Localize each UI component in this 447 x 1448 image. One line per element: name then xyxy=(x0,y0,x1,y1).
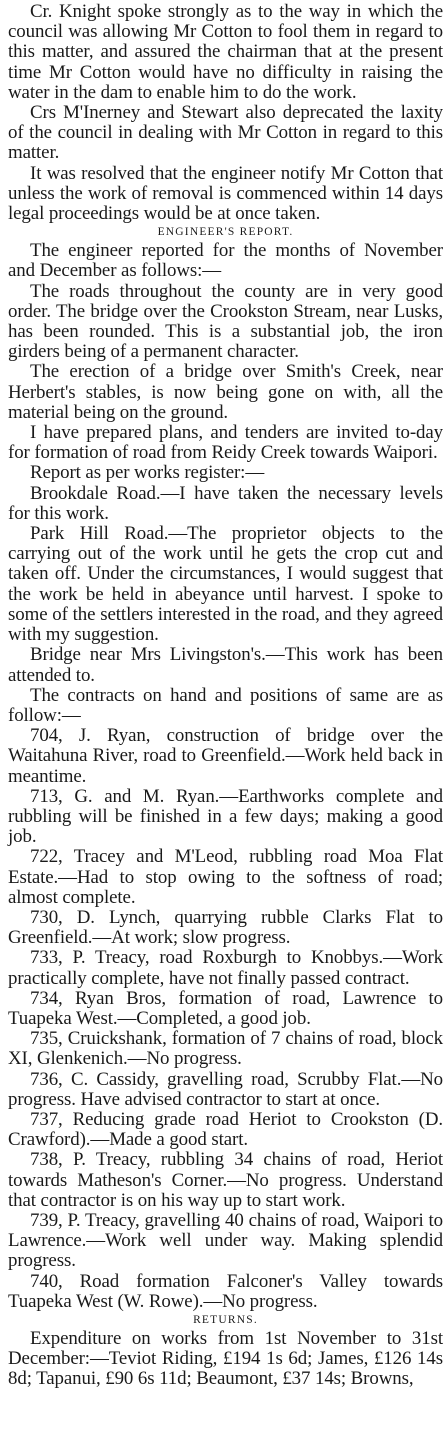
contract-739: 739, P. Treacy, gravelling 40 chains of road, Waipori to Lawrence.—Work well under way. Making splendid progress. xyxy=(8,1209,443,1272)
heading-engineers-report: ENGINEER'S REPORT. xyxy=(157,226,294,239)
paragraph-crs-minerney: Crs M'Inerney and Stewart also deprecated the laxity of the council in dealing with Mr Cotton in regard to this matter. xyxy=(8,102,443,164)
paragraph-contracts-intro: The contracts on hand and positions of same are as follow:— xyxy=(8,684,443,726)
contract-735: 735, Cruickshank, formation of 7 chains of road, block XI, Glenkenich.—No progress. xyxy=(8,1028,443,1070)
paragraph-smiths-creek: The erection of a bridge over Smith's Creek, near Herbert's stables, is now being gone on with, all the material being on the ground. xyxy=(8,361,443,423)
contract-737: 737, Reducing grade road Heriot to Crookston (D. Crawford).—Made a good start. xyxy=(8,1108,443,1151)
paragraph-park-hill: Park Hill Road.—The proprietor objects to the carrying out of the work until he gets the crop cut and taken off. Under the circumstances, I would suggest that the work be held in abeyance until harvest. I spoke to some of the settlers interested in the road, and they agreed with my suggestion. xyxy=(8,523,443,646)
paragraph-knight: Cr. Knight spoke strongly as to the way in which the council was allowing Mr Cotton to fool them in regard to this matter, and assured the chairman that at the present time Mr Cotton would have no difficulty in raising the water in the dam to enable him to do the work. xyxy=(8,1,443,103)
paragraph-works-register: Report as per works register:— xyxy=(30,462,265,484)
contract-713: 713, G. and M. Ryan.—Earthworks complete and rubbling will be finished in a few days; making a good job. xyxy=(8,785,443,848)
paragraph-roads: The roads throughout the county are in very good order. The bridge over the Crookston Stream, near Lusks, has been rounded. This is a substantial job, the iron girders being of a permanent character. xyxy=(8,280,443,363)
contract-740: 740, Road formation Falconer's Valley towards Tuapeka West (W. Rowe).—No progress. xyxy=(8,1270,443,1312)
paragraph-engineer-intro: The engineer reported for the months of November and December as follows:— xyxy=(8,240,443,282)
paragraph-livingston: Bridge near Mrs Livingston's.—This work has been attended to. xyxy=(8,644,443,686)
contract-704: 704, J. Ryan, construction of bridge over the Waitahuna River, road to Greenfield.—Work held back in meantime. xyxy=(8,725,443,787)
heading-returns: RETURNS. xyxy=(193,1314,258,1326)
paragraph-plans: I have prepared plans, and tenders are invited to-day for formation of road from Reidy Creek towards Waipori. xyxy=(8,422,443,464)
paragraph-resolution: It was resolved that the engineer notify Mr Cotton that unless the work of removal is commenced within 14 days legal proceedings would be at once taken. xyxy=(8,162,443,225)
paragraph-brookdale: Brookdale Road.—I have taken the necessary levels for this work. xyxy=(8,482,443,524)
contract-734: 734, Ryan Bros, formation of road, Lawrence to Tuapeka West.—Completed, a good job. xyxy=(8,987,443,1029)
paragraph-expenditure: Expenditure on works from 1st November to 31st December:—Teviot Riding, £194 1s 6d; James, £126 14s 8d; Tapanui, £90 6s 11d; Beaumont, £37 14s; Browns, xyxy=(8,1328,443,1390)
contract-733: 733, P. Treacy, road Roxburgh to Knobbys.—Work practically complete, have not finally passed contract. xyxy=(8,947,443,989)
contract-736: 736, C. Cassidy, gravelling road, Scrubby Flat.—No progress. Have advised contractor to start at once. xyxy=(8,1068,443,1110)
contract-738: 738, P. Treacy, rubbling 34 chains of road, Heriot towards Matheson's Corner.—No progress. Understand that contractor is on his way up to start work. xyxy=(8,1149,443,1211)
contract-730: 730, D. Lynch, quarrying rubble Clarks Flat to Greenfield.—At work; slow progress. xyxy=(8,906,443,949)
contract-722: 722, Tracey and M'Leod, rubbling road Moa Flat Estate.—Had to stop owing to the softness of road; almost complete. xyxy=(8,846,443,908)
